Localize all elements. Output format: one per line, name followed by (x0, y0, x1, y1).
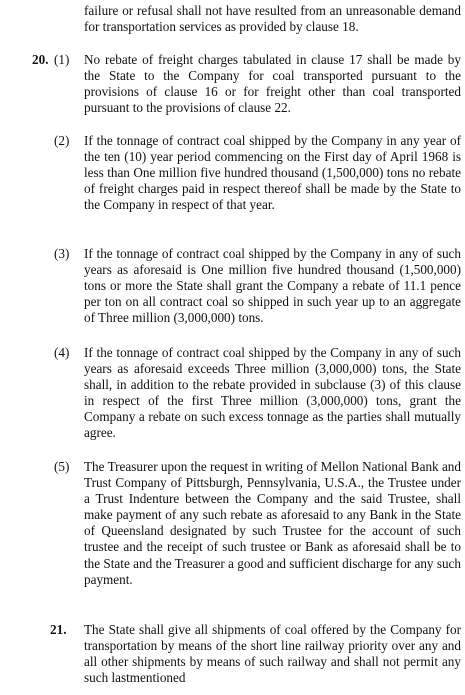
subclause-20-2-label: (2) (54, 133, 70, 148)
subclause-20-5-label: (5) (54, 459, 70, 474)
subclause-20-4-text: If the tonnage of contract coal shipped by the Company in any of such years as aforesaid exceeds Three million (3,000,000) tons, the State shall, in addition to the rebate provided in subclause (3) of this clause in respect of the first Three million (3,000,000) tons, grant the Company a rebate on such excess tonnage as the parties shall mutually agree. (84, 345, 461, 441)
subclause-20-1-label: (1) (54, 52, 70, 67)
subclause-20-5-text: The Treasurer upon the request in writing of Mellon National Bank and Trust Company of Pittsburgh, Pennsylvania, U.S.A., the Trustee under a Trust Indenture between the Company and the said Trustee, shall make payment of any such rebate as aforesaid to any Bank in the State of Queensland designated by such Trustee for the account of such trustee and the receipt of such trustee or Bank as aforesaid shall be to the State and the Treasurer a good and sufficient discharge for any such payment. (84, 459, 461, 587)
subclause-20-3-label: (3) (54, 246, 70, 261)
lead-paragraph: failure or refusal shall not have resulted from an unreasonable demand for transportation services as provided by clause 18. (84, 3, 461, 35)
subclause-20-4-label: (4) (54, 345, 70, 360)
clause-21-text: The State shall give all shipments of coal offered by the Company for transportation by means of the short line railway priority over any and all other shipments by means of such railway and shall not permit any such lastmentioned (84, 622, 461, 686)
clause-21-number: 21. (50, 622, 67, 637)
subclause-20-2-text: If the tonnage of contract coal shipped by the Company in any year of the ten (10) year period commencing on the First day of April 1968 is less than One million five hundred thousand (1,500,000) tons no rebate of freight charges paid in respect thereof shall be made by the State to the Company in respect of that year. (84, 133, 461, 213)
subclause-20-1-text: No rebate of freight charges tabulated in clause 17 shall be made by the State to the Company for coal transported pursuant to the provisions of clause 16 or for freight other than coal transported pursuant to the provisions of clause 22. (84, 52, 461, 116)
clause-20-number: 20. (32, 52, 49, 67)
subclause-20-3-text: If the tonnage of contract coal shipped by the Company in any of such years as aforesaid is One million five hundred thousand (1,500,000) tons or more the State shall grant the Company a rebate of 11.1 pence per ton on all contract coal so shipped in such year up to an aggregate of Three million (3,000,000) tons. (84, 246, 461, 326)
